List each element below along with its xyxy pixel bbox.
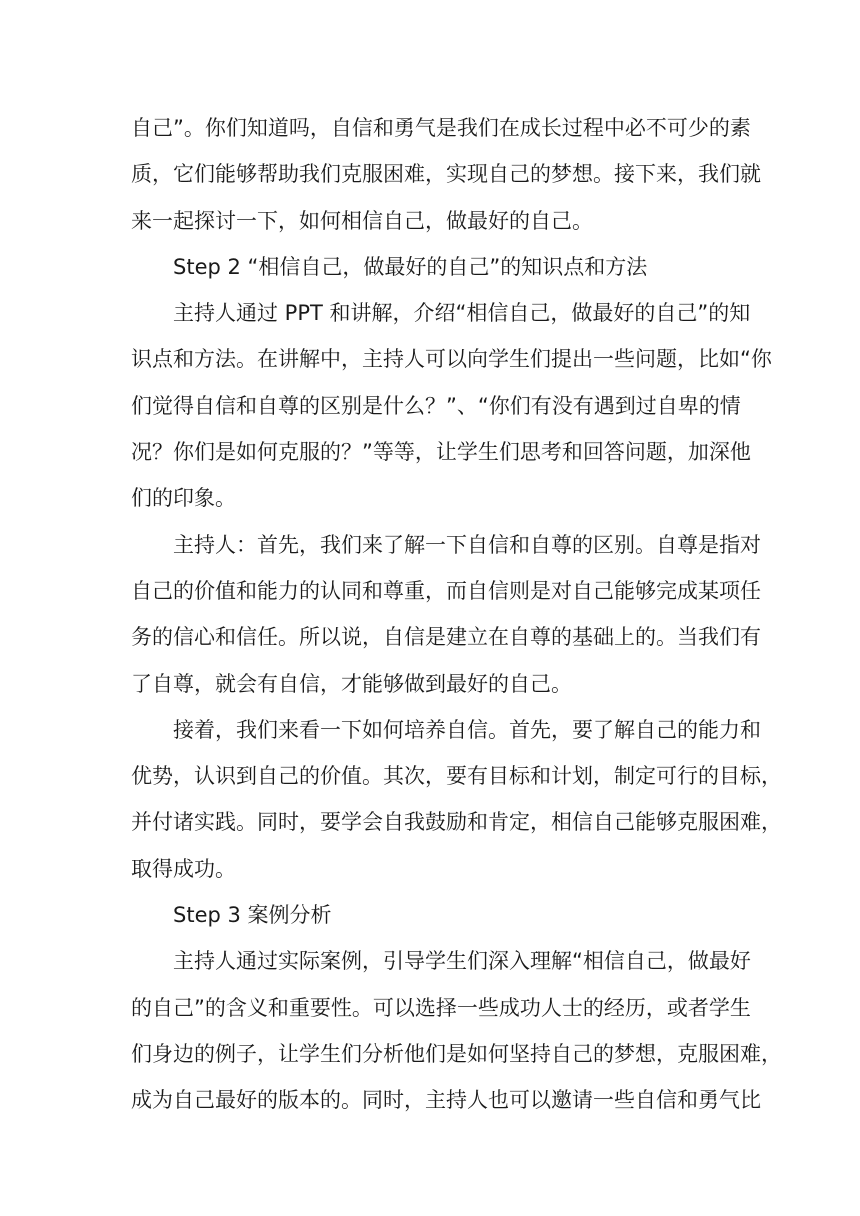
section-heading-step-3: Step 3 案例分析 [173, 903, 332, 928]
paragraph-line: 主持人：首先，我们来了解一下自信和自尊的区别。自尊是指对 [173, 532, 761, 557]
paragraph-line: 并付诸实践。同时，要学会自我鼓励和肯定，相信自己能够克服困难， [131, 810, 782, 835]
paragraph-line: 接着，我们来看一下如何培养自信。首先，要了解自己的能力和 [173, 717, 761, 742]
paragraph-line: 们的印象。 [131, 486, 236, 511]
paragraph-line: 况？你们是如何克服的？”等等，让学生们思考和回答问题，加深他 [131, 440, 751, 465]
paragraph-line: 质，它们能够帮助我们克服困难，实现自己的梦想。接下来，我们就 [131, 162, 761, 187]
paragraph-line: 自己”。你们知道吗，自信和勇气是我们在成长过程中必不可少的素 [131, 116, 751, 140]
paragraph-line: 自己的价值和能力的认同和尊重，而自信则是对自己能够完成某项任 [131, 578, 761, 603]
section-heading-step-2: Step 2 “相信自己，做最好的自己”的知识点和方法 [173, 254, 648, 279]
paragraph-line: 来一起探讨一下，如何相信自己，做最好的自己。 [131, 208, 593, 233]
paragraph-line: 取得成功。 [131, 856, 236, 881]
paragraph-line: 们觉得自信和自尊的区别是什么？”、“你们有没有遇到过自卑的情 [131, 393, 741, 418]
paragraph-line: 们身边的例子，让学生们分析他们是如何坚持自己的梦想，克服困难， [131, 1041, 782, 1066]
paragraph-line: 主持人通过实际案例，引导学生们深入理解“相信自己，做最好 [173, 949, 751, 974]
paragraph-line: 优势，认识到自己的价值。其次，要有目标和计划，制定可行的目标， [131, 764, 782, 789]
paragraph-line: 主持人通过 PPT 和讲解，介绍“相信自己，做最好的自己”的知 [173, 301, 751, 326]
document-page [131, 105, 782, 1124]
paragraph-line: 务的信心和信任。所以说，自信是建立在自尊的基础上的。当我们有 [131, 625, 761, 650]
paragraph-line: 识点和方法。在讲解中，主持人可以向学生们提出一些问题，比如“你 [131, 347, 772, 372]
paragraph-line: 成为自己最好的版本的。同时，主持人也可以邀请一些自信和勇气比 [131, 1088, 761, 1113]
paragraph-line: 的自己”的含义和重要性。可以选择一些成功人士的经历，或者学生 [131, 995, 751, 1020]
paragraph-line: 了自尊，就会有自信，才能够做到最好的自己。 [131, 671, 572, 696]
